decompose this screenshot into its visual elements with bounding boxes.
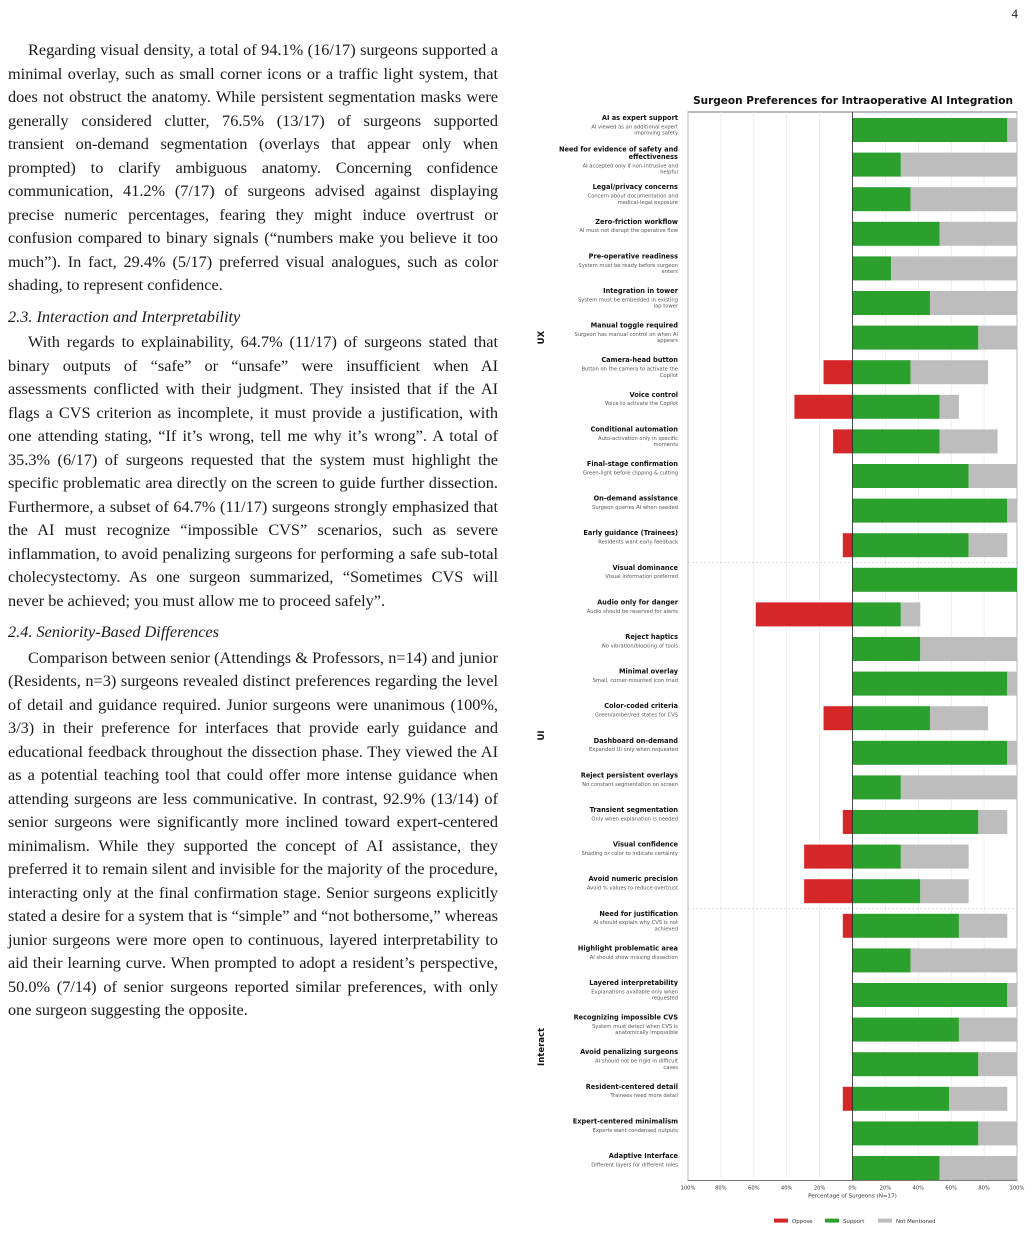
category-label: Avoid penalizing surgeons (580, 1048, 678, 1057)
category-sublabel: Expanded UI only when requested (589, 747, 678, 754)
bar-support (853, 291, 930, 315)
bar-not-mentioned (1007, 118, 1017, 142)
category-sublabel: Audio should be reserved for alerts (586, 608, 678, 615)
category-sublabel: moments (653, 442, 678, 448)
group-label: UI (537, 730, 547, 741)
section-heading-interaction: 2.3. Interaction and Interpretability (8, 306, 241, 326)
paragraph-seniority: Comparison between senior (Attendings & Professors, n=14) and junior (Residents, n=3) surgeons revealed distinct preferences regarding the level of detail and guidance required. Junior surgeons were unanimous (100%, 3/3) in their preference for interfaces that provide early guidance and educational feedback throughout the dissection phase. They viewed the AI as a potential teaching tool that could offer more intense guidance when attending surgeons are less communicative. In contrast, 92.9% (13/14) of senior surgeons were significantly more inclined toward expert-centered minimalism. While they supported the concept of AI assistance, they preferred it to remain silent and invisible for the majority of the procedure, interacting only at the final confirmation stage. Senior surgeons explicitly stated a desire for a system that is “simple” and “not bothersome,” whereas junior surgeons were more open to continuous, layered interpretability to aid their learning curve. When prompted to adopt a resident’s perspective, 50.0% (7/14) of senior surgeons reported similar preferences, with only one surgeon suggesting the opposite. (8, 647, 498, 1019)
bar-support (853, 845, 901, 869)
legend-label: Not Mentioned (896, 1219, 936, 1226)
legend-label: Oppose (792, 1219, 813, 1226)
bar-not-mentioned (930, 706, 988, 730)
category-sublabel: requested (651, 995, 678, 1002)
category-label: Minimal overlay (618, 667, 678, 676)
category-label: Resident-centered detail (585, 1082, 678, 1091)
category-sublabel: Visual information preferred (605, 574, 678, 581)
category-sublabel: Experts want condensed outputs (592, 1127, 678, 1134)
x-tick-label: 20% (813, 1185, 826, 1192)
x-tick-label: 80% (978, 1185, 990, 1192)
page-number: 4 (1011, 6, 1018, 21)
group-label: UX (537, 330, 547, 345)
chart-title: Surgeon Preferences for Intraoperative AI Integration (693, 95, 1013, 107)
category-sublabel: AI viewed as an additional expert (591, 124, 678, 131)
bar-not-mentioned (1007, 499, 1017, 523)
bar-support (853, 741, 1008, 765)
category-label: Dashboard on-demand (593, 736, 678, 745)
category-sublabel: System must be ready before surgeon (578, 262, 678, 269)
category-sublabel: No vibration/blocking of tools (601, 643, 678, 650)
bar-not-mentioned (901, 153, 1017, 177)
bar-oppose (824, 360, 853, 384)
category-sublabel: anatomically impossible (615, 1030, 678, 1037)
bar-support (853, 360, 911, 384)
category-sublabel: enters (661, 269, 678, 275)
category-sublabel: Auto-activation only in specific (598, 435, 678, 442)
bar-oppose (804, 879, 852, 903)
group-label: Interact (537, 1027, 547, 1066)
bar-not-mentioned (911, 948, 1017, 972)
category-label: Reject haptics (625, 633, 678, 641)
bar-oppose (843, 1087, 853, 1111)
bar-oppose (833, 429, 852, 453)
bar-not-mentioned (911, 187, 1017, 211)
bar-not-mentioned (940, 222, 1017, 246)
category-label: Reject persistent overlays (580, 771, 678, 780)
category-sublabel: helpful (660, 169, 678, 176)
bar-not-mentioned (911, 360, 988, 384)
category-sublabel: Small, corner-mounted icon triad (592, 678, 678, 684)
bar-not-mentioned (959, 914, 1007, 938)
category-label: Pre-operative readiness (588, 252, 678, 261)
category-label: effectiveness (628, 153, 678, 161)
bar-oppose (843, 914, 853, 938)
bar-support (853, 568, 1018, 592)
category-sublabel: System must be embedded in existing (577, 297, 678, 304)
bar-support (853, 810, 979, 834)
category-sublabel: Green-light before clipping & cutting (583, 470, 678, 477)
text-column (8, 38, 498, 1022)
bar-support (853, 706, 930, 730)
category-label: Zero-friction workflow (595, 217, 678, 226)
bar-oppose (804, 845, 852, 869)
bar-support (853, 1087, 950, 1111)
bar-not-mentioned (930, 291, 1017, 315)
x-tick-label: 60% (945, 1185, 957, 1192)
category-label: Highlight problematic area (577, 944, 678, 953)
category-label: Integration in tower (603, 287, 678, 295)
bar-not-mentioned (891, 256, 1017, 280)
bar-support (853, 948, 911, 972)
bar-support (853, 879, 921, 903)
bar-support (853, 153, 901, 177)
bar-support (853, 187, 911, 211)
category-sublabel: Copilot (659, 372, 678, 379)
bar-not-mentioned (978, 1052, 1017, 1076)
legend-swatch (825, 1219, 839, 1223)
category-sublabel: Concern about documentation and (587, 193, 678, 200)
bar-not-mentioned (1007, 672, 1017, 696)
category-label: Avoid numeric precision (588, 875, 678, 884)
paragraph-explainability: With regards to explainability, 64.7% (11/17) of surgeons stated that binary outputs of “safe” or “unsafe” were insufficient when AI assessments conflicted with their judgment. They insisted that if the AI flags a CVS criterion as incomplete, it must provide a justification, with one attending stating, “If it’s wrong, tell me why it’s wrong”. A total of 35.3% (6/17) of surgeons requested that the system must highlight the specific problematic area directly on the screen to guide further dissection. Furthermore, a subset of 64.7% (11/17) surgeons strongly emphasized that the AI must recognize “impossible CVS” scenarios, such as severe inflammation, to avoid penalizing surgeons for performing a safe sub-total cholecystectomy. As one surgeon summarized, “Sometimes CVS will never be achieved; you must allow me to proceed safely”. (8, 332, 498, 610)
bar-not-mentioned (901, 602, 920, 626)
bar-oppose (794, 395, 852, 419)
bar-support (853, 464, 969, 488)
category-sublabel: System must detect when CVS is (592, 1024, 678, 1030)
category-label: Early guidance (Trainees) (583, 529, 678, 538)
category-sublabel: Green/amber/red states for CVS (595, 712, 678, 719)
bar-support (853, 914, 959, 938)
x-tick-label: 40% (912, 1185, 925, 1192)
bar-not-mentioned (1007, 741, 1017, 765)
bar-support (853, 1018, 959, 1042)
x-tick-label: 100% (1009, 1185, 1025, 1192)
category-sublabel: AI should explain why CVS is not (593, 920, 678, 927)
category-sublabel: AI must not disrupt the operative flow (579, 228, 678, 235)
bar-not-mentioned (1007, 983, 1017, 1007)
bar-not-mentioned (920, 637, 1017, 661)
category-label: AI as expert support (601, 114, 678, 122)
bar-not-mentioned (940, 395, 959, 419)
bar-oppose (843, 533, 853, 557)
category-sublabel: AI accepted only if non-intrusive and (582, 163, 678, 170)
category-label: Expert-centered minimalism (572, 1117, 678, 1126)
bar-support (853, 533, 969, 557)
bar-support (853, 602, 901, 626)
bar-support (853, 1121, 979, 1145)
bar-not-mentioned (901, 775, 1017, 799)
category-label: Need for justification (599, 909, 678, 918)
x-tick-label: 20% (879, 1185, 892, 1192)
bar-not-mentioned (949, 1087, 1007, 1111)
category-label: Color-coded criteria (604, 702, 678, 711)
category-sublabel: Residents want early feedback (598, 539, 678, 546)
bar-not-mentioned (969, 464, 1017, 488)
bar-not-mentioned (978, 326, 1017, 350)
category-sublabel: appears (657, 338, 678, 345)
bar-support (853, 637, 921, 661)
category-label: Conditional automation (590, 425, 678, 434)
category-label: Need for evidence of safety and (558, 145, 678, 154)
bar-support (853, 326, 979, 350)
category-sublabel: Surgeon queries AI when needed (592, 505, 678, 511)
bar-not-mentioned (959, 1018, 1017, 1042)
category-sublabel: Button on the camera to activate the (581, 366, 678, 373)
category-label: Visual dominance (612, 563, 678, 572)
bar-not-mentioned (978, 1121, 1017, 1145)
x-tick-label: 100% (680, 1185, 696, 1192)
category-sublabel: AI should show missing dissection (589, 954, 678, 961)
bar-oppose (824, 706, 853, 730)
preferences-chart (520, 90, 1030, 1230)
x-tick-label: 0% (848, 1185, 857, 1192)
bar-not-mentioned (969, 533, 1008, 557)
x-tick-label: 80% (715, 1185, 727, 1192)
bar-oppose (843, 810, 853, 834)
category-sublabel: cases (663, 1064, 678, 1071)
bar-oppose (756, 602, 853, 626)
bar-not-mentioned (978, 810, 1007, 834)
section-heading-seniority: 2.4. Seniority-Based Differences (8, 622, 219, 641)
category-label: Layered interpretability (589, 979, 678, 987)
bar-support (853, 672, 1008, 696)
legend-swatch (878, 1219, 892, 1223)
bar-not-mentioned (920, 879, 968, 903)
category-sublabel: Only when explanation is needed (591, 816, 678, 823)
bar-support (853, 222, 940, 246)
bar-support (853, 1156, 940, 1180)
bar-support (853, 1052, 979, 1076)
bar-support (853, 499, 1008, 523)
bar-support (853, 775, 901, 799)
x-tick-label: 40% (780, 1185, 793, 1192)
category-sublabel: Different layers for different roles (591, 1162, 678, 1169)
x-axis-label: Percentage of Surgeons (N=17) (808, 1193, 897, 1200)
category-label: Voice control (629, 390, 678, 399)
category-label: Visual confidence (612, 840, 678, 849)
category-label: Audio only for danger (597, 598, 678, 607)
category-label: Legal/privacy concerns (592, 183, 678, 192)
legend-label: Support (843, 1219, 865, 1226)
category-sublabel: AI should not be rigid in difficult (595, 1058, 678, 1065)
bar-support (853, 256, 892, 280)
legend-swatch (774, 1219, 788, 1223)
bar-not-mentioned (940, 1156, 1017, 1180)
category-label: Recognizing impossible CVS (573, 1013, 678, 1022)
category-sublabel: Shading or color to indicate certainty (581, 851, 678, 857)
bar-support (853, 429, 940, 453)
category-label: Manual toggle required (590, 321, 678, 330)
category-sublabel: Avoid % values to reduce overtrust (586, 885, 678, 892)
category-sublabel: lap tower (653, 303, 678, 310)
category-label: On-demand assistance (593, 494, 678, 503)
category-sublabel: Trainees need more detail (610, 1093, 678, 1100)
category-sublabel: Voice to activate the Copilot (604, 401, 678, 408)
bar-not-mentioned (901, 845, 969, 869)
category-sublabel: Explanations available only when (591, 989, 678, 996)
category-label: Camera-head button (601, 356, 678, 365)
category-sublabel: medical-legal exposure (617, 199, 678, 206)
category-label: Final-stage confirmation (586, 460, 678, 468)
bar-support (853, 983, 1008, 1007)
category-label: Transient segmentation (589, 806, 678, 814)
paragraph-visual-density: Regarding visual density, a total of 94.1% (16/17) surgeons supported a minimal overlay, such as small corner icons or a traffic light system, that does not obstruct the anatomy. While persistent segmentation masks were generally considered clutter, 76.5% (13/17) of surgeons supported transient on-demand segmentation (overlays that appear only when prompted) to clarify ambiguous anatomy. Concerning confidence communication, 41.2% (7/17) of surgeons advised against displaying precise numeric percentages, fearing they might induce overtrust or confusion compared to binary signals (“numbers make you believe it too much”). In fact, 29.4% (5/17) preferred visual analogues, such as color shading, to represent confidence. (8, 40, 498, 294)
bar-not-mentioned (940, 429, 998, 453)
category-sublabel: No constant segmentation on screen (582, 781, 678, 788)
bar-support (853, 395, 940, 419)
category-sublabel: achieved (654, 926, 678, 933)
x-tick-label: 60% (748, 1185, 760, 1192)
bar-support (853, 118, 1008, 142)
category-sublabel: improving safety (634, 130, 678, 137)
category-sublabel: Surgeon has manual control on when AI (574, 332, 678, 338)
category-label: Adaptive Interface (608, 1152, 678, 1160)
